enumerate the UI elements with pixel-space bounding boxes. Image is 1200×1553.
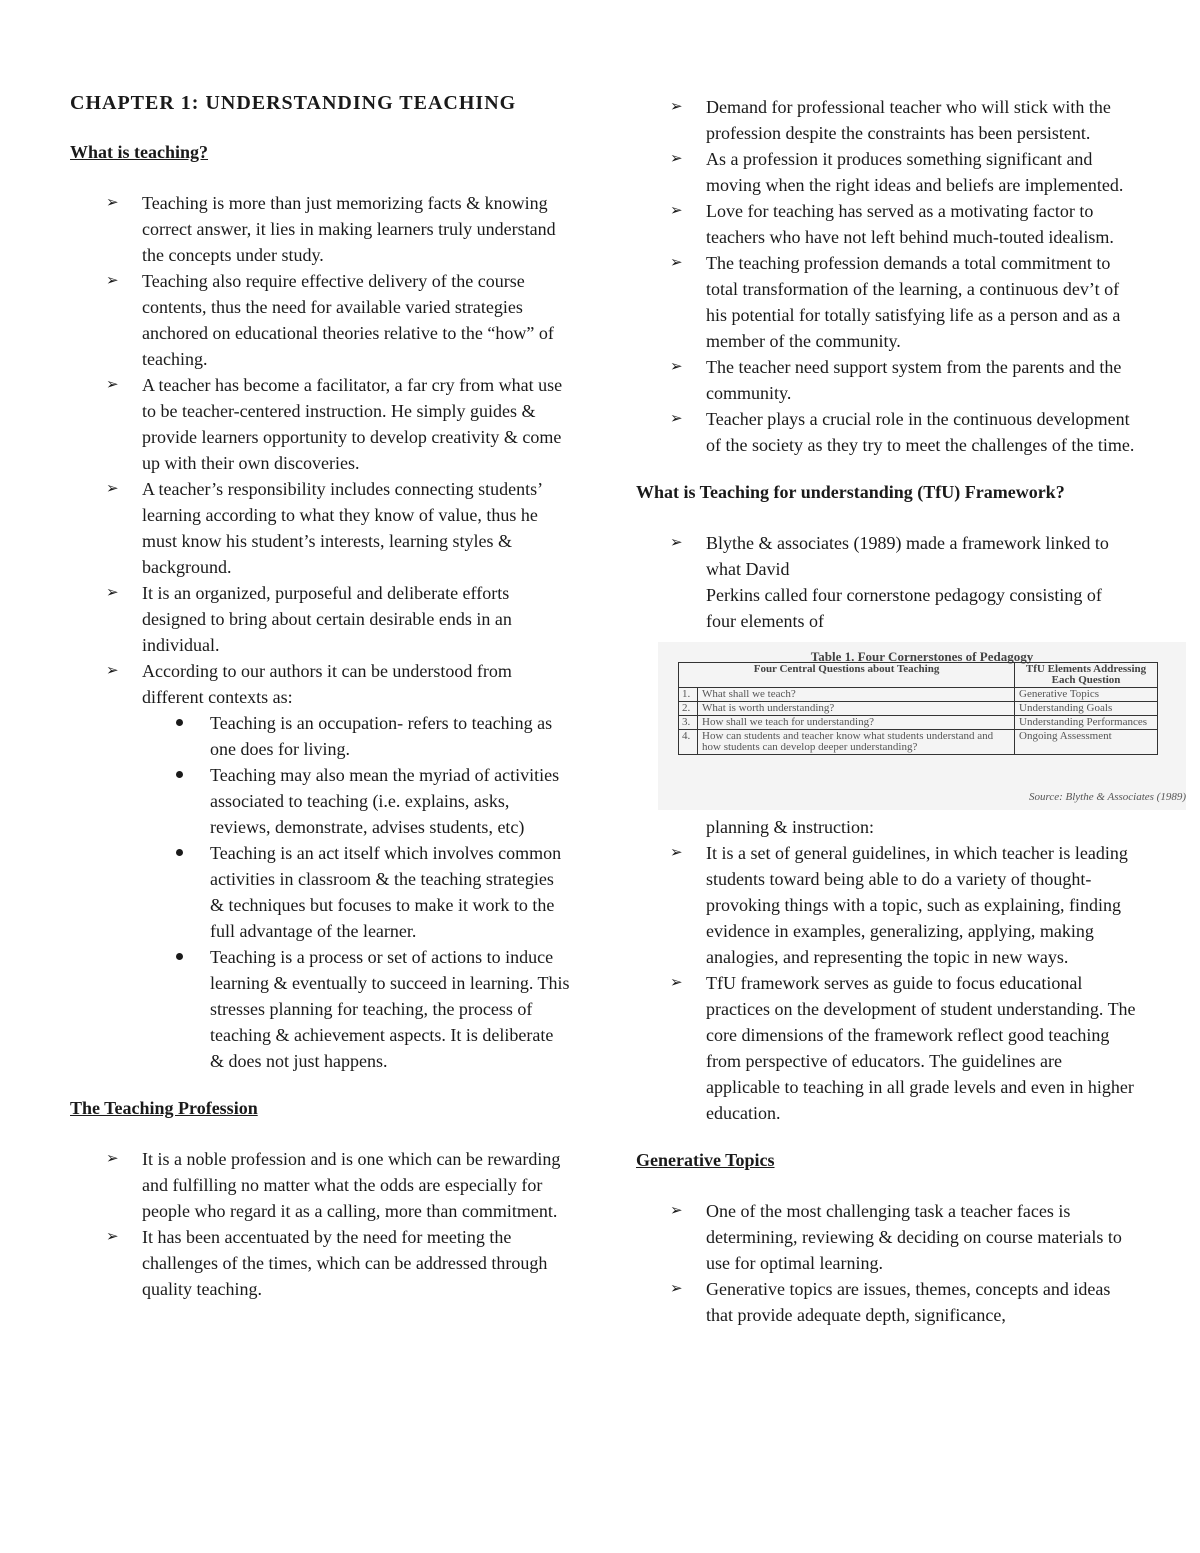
tfu-framework-list <box>636 530 1186 1126</box>
generative-topics-heading: Generative Topics <box>636 1150 775 1170</box>
bullet-dot-icon <box>176 771 183 778</box>
list-item: ➢ Teaching is more than just memorizing facts & knowing correct answer, it lies in making learners truly understand the concepts under study. <box>70 190 570 268</box>
list-item: ➢ Teacher plays a crucial role in the continuous development of the society as they try to meet the challenges of the time. <box>636 406 1136 458</box>
list-item: ➢ Blythe & associates (1989) made a framework linked to what David Perkins called four cornerstone pedagogy consisting of four elements of Table 1. Four Cornerstones of Pedagogy Four Central Questions about Teaching TfU Elements Addressing Each Question 1. What shall we teach? Generative Topics 2. What is worth understanding? Understanding Goals 3. How shall we teach for understanding? Understanding Performances 4. How can students and teacher know what students understand and how students can develop deeper understanding? Ongoing Assessment Source: Blythe & Associates (1989) planning & instruction: <box>636 530 1136 840</box>
arrow-bullet-icon: ➢ <box>670 99 683 115</box>
list-item: ➢ One of the most challenging task a teacher faces is determining, reviewing & deciding on course materials to use for optimal learning. <box>636 1198 1136 1276</box>
list-item: ➢ Love for teaching has served as a motivating factor to teachers who have not left behind much-touted idealism. <box>636 198 1136 250</box>
table-row: 4. How can students and teacher know what students understand and how students can develop deeper understanding? Ongoing Assessment <box>679 730 1158 755</box>
what-is-teaching-heading: What is teaching? <box>70 142 209 162</box>
arrow-bullet-icon: ➢ <box>670 255 683 271</box>
table-caption: Table 1. Four Cornerstones of Pedagogy <box>810 649 1034 664</box>
arrow-bullet-icon: ➢ <box>670 359 683 375</box>
list-item: Teaching may also mean the myriad of activities associated to teaching (i.e. explains, asks, reviews, demonstrate, advises students, etc) <box>140 762 570 840</box>
chapter-title: CHAPTER 1: UNDERSTANDING TEACHING <box>70 92 517 114</box>
teaching-contexts-list <box>70 710 570 1074</box>
arrow-bullet-icon: ➢ <box>106 585 119 601</box>
arrow-bullet-icon: ➢ <box>670 845 683 861</box>
table-header-row <box>679 663 1158 688</box>
list-item: ➢ It has been accentuated by the need for meeting the challenges of the times, which can be addressed through quality teaching. <box>70 1224 570 1302</box>
list-item: ➢ Demand for professional teacher who will stick with the profession despite the constraints has been persistent. <box>636 94 1136 146</box>
arrow-bullet-icon: ➢ <box>106 1151 119 1167</box>
arrow-bullet-icon: ➢ <box>670 411 683 427</box>
table-header-questions: Four Central Questions about Teaching <box>679 663 1015 688</box>
list-item: ➢ The teacher need support system from the parents and the community. <box>636 354 1136 406</box>
list-item: ➢ The teaching profession demands a total commitment to total transformation of the learning, a continuous dev’t of his potential for totally satisfying life as a person and as a member of the community. <box>636 250 1136 354</box>
list-item: ➢ It is a set of general guidelines, in which teacher is leading students toward being able to do a variety of thought-provoking things with a topic, such as explaining, finding evidence in examples, generalizing, applying, making analogies, and representing the topic in new ways. <box>636 840 1136 970</box>
bullet-dot-icon <box>176 849 183 856</box>
table-row: 2. What is worth understanding? Understanding Goals <box>679 702 1158 716</box>
cornerstones-table-image <box>658 642 1186 810</box>
arrow-bullet-icon: ➢ <box>106 273 119 289</box>
bullet-dot-icon <box>176 953 183 960</box>
left-column <box>70 92 570 1302</box>
arrow-bullet-icon: ➢ <box>670 535 683 551</box>
arrow-bullet-icon: ➢ <box>670 151 683 167</box>
arrow-bullet-icon: ➢ <box>106 481 119 497</box>
list-item: ➢ TfU framework serves as guide to focus educational practices on the development of student understanding. The core dimensions of the framework reflect good teaching from perspective of educators. The guidelines are applicable to teaching in all grade levels and even in higher education. <box>636 970 1136 1126</box>
table-row: 3. How shall we teach for understanding? Understanding Performances <box>679 716 1158 730</box>
arrow-bullet-icon: ➢ <box>106 195 119 211</box>
arrow-bullet-icon: ➢ <box>106 663 119 679</box>
arrow-bullet-icon: ➢ <box>670 975 683 991</box>
teaching-profession-continued-list <box>636 94 1136 458</box>
arrow-bullet-icon: ➢ <box>106 377 119 393</box>
list-item: ➢ Teaching also require effective delivery of the course contents, thus the need for available varied strategies anchored on educational theories relative to the “how” of teaching. <box>70 268 570 372</box>
table-row: 1. What shall we teach? Generative Topics <box>679 688 1158 702</box>
arrow-bullet-icon: ➢ <box>106 1229 119 1245</box>
arrow-bullet-icon: ➢ <box>670 1281 683 1297</box>
what-is-teaching-list <box>70 190 570 710</box>
list-item: Teaching is an act itself which involves common activities in classroom & the teaching strategies & techniques but focuses to make it work to the full advantage of the learner. <box>140 840 570 944</box>
list-item: ➢ It is an organized, purposeful and deliberate efforts designed to bring about certain desirable ends in an individual. <box>70 580 570 658</box>
list-item: Teaching is an occupation- refers to teaching as one does for living. <box>140 710 570 762</box>
teaching-profession-list <box>70 1146 570 1302</box>
bullet-dot-icon <box>176 719 183 726</box>
table-source: Source: Blythe & Associates (1989) <box>1028 791 1186 803</box>
list-item: ➢ As a profession it produces something significant and moving when the right ideas and beliefs are implemented. <box>636 146 1136 198</box>
list-item: Teaching is a process or set of actions to induce learning & eventually to succeed in learning. This stresses planning for teaching, the process of teaching & achievement aspects. It is deliberate & does not just happens. <box>140 944 570 1074</box>
list-item: ➢ It is a noble profession and is one which can be rewarding and fulfilling no matter what the odds are especially for people who regard it as a calling, more than commitment. <box>70 1146 570 1224</box>
right-column <box>636 94 1186 1328</box>
arrow-bullet-icon: ➢ <box>670 203 683 219</box>
teaching-profession-heading: The Teaching Profession <box>70 1098 258 1118</box>
tfu-framework-heading: What is Teaching for understanding (TfU) Framework? <box>636 482 1065 502</box>
list-item: ➢ A teacher has become a facilitator, a far cry from what use to be teacher-centered instruction. He simply guides & provide learners opportunity to develop creativity & come up with their own discoveries. <box>70 372 570 476</box>
list-item: ➢ A teacher’s responsibility includes connecting students’ learning according to what they know of value, thus he must know his student’s interests, learning styles & background. <box>70 476 570 580</box>
list-item: ➢ According to our authors it can be understood from different contexts as: <box>70 658 570 710</box>
arrow-bullet-icon: ➢ <box>670 1203 683 1219</box>
cornerstones-table <box>678 662 1158 755</box>
list-item: ➢ Generative topics are issues, themes, concepts and ideas that provide adequate depth, significance, <box>636 1276 1136 1328</box>
generative-topics-list <box>636 1198 1136 1328</box>
table-header-elements: TfU Elements Addressing Each Question <box>1015 663 1158 688</box>
